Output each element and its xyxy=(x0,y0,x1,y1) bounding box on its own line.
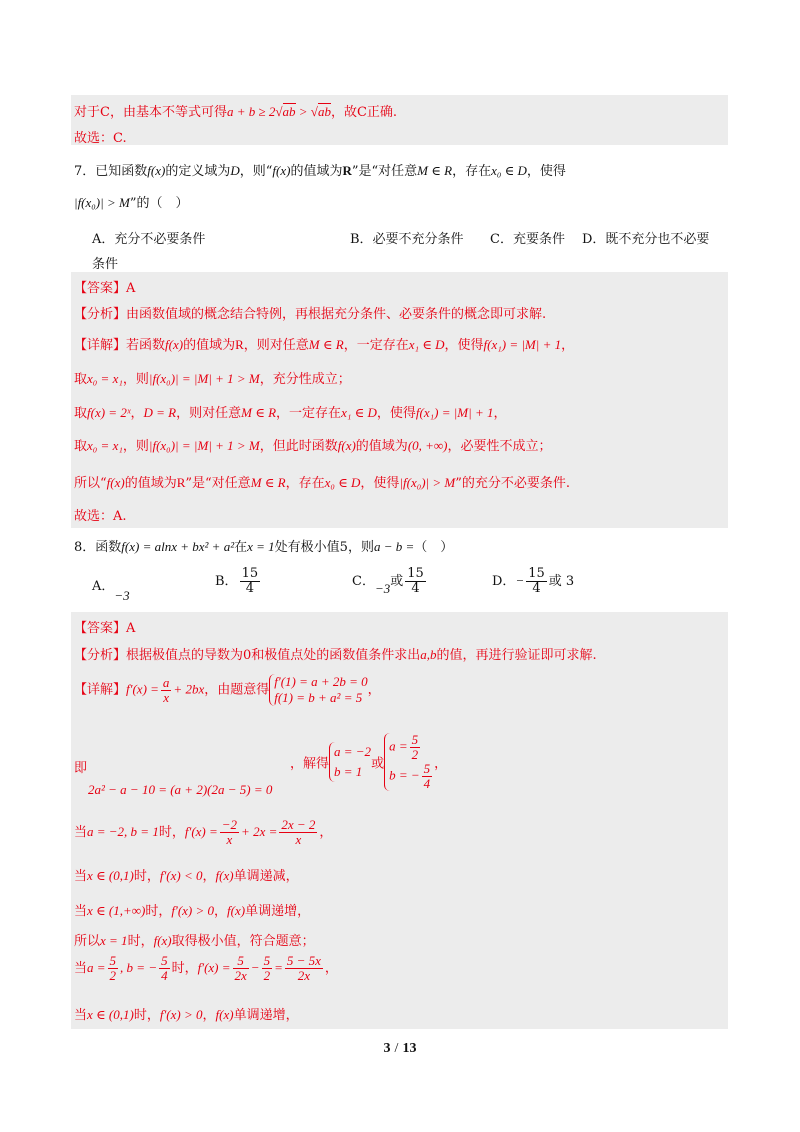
math: > xyxy=(295,104,311,119)
denominator: 2 xyxy=(109,968,117,983)
fraction xyxy=(410,733,421,762)
text: 单调递增， xyxy=(245,904,311,919)
numerator: 5 xyxy=(411,732,419,747)
text: 时， xyxy=(145,904,172,919)
text: 已知函数 xyxy=(95,164,148,179)
math: f′(x) > 0 xyxy=(159,1007,203,1022)
math: ab xyxy=(317,104,331,119)
question-number: 8． xyxy=(74,540,96,555)
q8-stem xyxy=(74,536,453,555)
q8-detail-factor xyxy=(88,782,272,798)
math: f′(x) > 0 xyxy=(171,903,215,918)
math: f(x) = 2ˣ xyxy=(87,405,131,420)
text: ”的充分不必要条件. xyxy=(455,476,571,491)
denominator: 4 xyxy=(423,776,431,791)
text: ， xyxy=(214,904,228,919)
text: 当 xyxy=(74,904,88,919)
text: 处有极小值5，则 xyxy=(274,540,374,555)
math: f(x₁) = |M| + 1 xyxy=(483,337,562,352)
text: 时， xyxy=(171,961,198,976)
text: ，一定存在 xyxy=(343,338,409,353)
denominator: x xyxy=(226,832,233,847)
q8-detail-line2 xyxy=(74,757,87,776)
math: R xyxy=(342,163,352,178)
equation: b = 1 xyxy=(334,764,363,779)
numerator: −2 xyxy=(221,817,238,832)
math: |f(x₀)| > M xyxy=(74,195,130,210)
sqrt-sign-icon: √ xyxy=(310,104,318,119)
denominator: x xyxy=(295,832,302,847)
numerator: 15 xyxy=(407,566,424,581)
denominator: 4 xyxy=(245,581,254,596)
text: ，但此时函数 xyxy=(259,439,338,454)
prev-choice: 故选：C. xyxy=(74,131,127,146)
math: x₁ ∈ D xyxy=(408,337,445,352)
math: − xyxy=(515,573,525,588)
numerator: 5 xyxy=(263,953,271,968)
math: − xyxy=(250,960,260,975)
text: 或 xyxy=(390,574,404,589)
math: f(x) xyxy=(227,903,246,918)
math: x₁ ∈ D xyxy=(341,405,377,420)
answer-tag: 【答案】 xyxy=(74,621,127,636)
detail-tag: 【详解】 xyxy=(74,682,127,698)
option-label: C． xyxy=(352,574,375,589)
text: ，则 xyxy=(122,372,149,387)
text: 当 xyxy=(74,1008,88,1023)
numerator: 5 xyxy=(161,953,168,968)
q8-verify-line6 xyxy=(74,1004,299,1023)
fraction xyxy=(159,954,170,983)
text: 在 xyxy=(234,540,248,555)
sqrt-sign-icon: √ xyxy=(275,104,283,119)
option-label: A． xyxy=(92,579,115,594)
text: （ ） xyxy=(414,540,454,555)
math: + 2bx xyxy=(173,681,205,697)
text: 单调递减， xyxy=(233,869,299,884)
text: 取 xyxy=(74,406,88,421)
text: 由函数值域的概念结合特例，再根据充分条件、必要条件的概念即可求解. xyxy=(126,307,547,322)
numerator: 15 xyxy=(241,566,259,581)
text: ， xyxy=(130,406,144,421)
math: M ∈ R xyxy=(417,163,453,178)
q7-option-a: A．充分不必要条件 xyxy=(92,232,206,247)
fraction xyxy=(422,762,433,791)
math: a − b = xyxy=(373,539,415,554)
text: 当 xyxy=(74,825,88,840)
fraction xyxy=(240,567,261,596)
text: 取得极小值，符合题意； xyxy=(171,934,315,949)
q8-answer xyxy=(74,617,135,636)
text: 的值，再进行验证即可求解. xyxy=(436,648,597,663)
denominator: x xyxy=(163,689,170,705)
text: ，必要性不成立； xyxy=(447,439,552,454)
text: ，故C正确. xyxy=(330,105,398,120)
solution-system-2 xyxy=(384,733,434,791)
q8-verify-line1 xyxy=(74,818,332,847)
math: f(x) xyxy=(165,337,184,352)
text: 时， xyxy=(127,934,154,949)
fraction xyxy=(161,676,172,705)
text: 或 3 xyxy=(548,574,575,589)
page-current: 3 xyxy=(383,1041,391,1056)
q8-option-d xyxy=(492,567,574,596)
text: 的值域为 xyxy=(355,439,408,454)
text: ，则“ xyxy=(239,164,273,179)
equation-system xyxy=(269,674,367,706)
text: ，充分性成立； xyxy=(259,372,351,387)
math: |f(x₀)| = |M| + 1 > M xyxy=(148,438,260,453)
denominator: 4 xyxy=(411,581,420,596)
text: ，使得 xyxy=(526,164,566,179)
text: 的值域为 xyxy=(183,338,236,353)
text: ， xyxy=(319,825,333,840)
text: ， xyxy=(324,961,338,976)
math: x₀ = x₁ xyxy=(87,371,123,386)
q8-option-a xyxy=(92,575,130,603)
text: ”的（ ） xyxy=(129,196,189,211)
text: ，则 xyxy=(122,439,149,454)
math: −3 xyxy=(374,581,391,596)
math: ab xyxy=(282,104,296,119)
math: x ∈ (0,1) xyxy=(87,1007,134,1022)
page-separator: / xyxy=(394,1041,399,1056)
q7-answer xyxy=(74,277,135,296)
fraction xyxy=(405,567,426,596)
math: D xyxy=(230,163,240,178)
answer-value: A xyxy=(126,281,136,296)
text: 或 xyxy=(371,756,385,772)
text: 即 xyxy=(74,761,88,776)
math: D = R xyxy=(143,405,177,420)
denominator: 4 xyxy=(161,968,168,983)
fraction xyxy=(285,954,323,983)
text: ，使得 xyxy=(376,406,416,421)
math: a = −2, b = 1 xyxy=(87,824,159,839)
math: (0, +∞) xyxy=(407,438,448,453)
text: 根据极值点的导数为0和极值点处的函数值条件求出 xyxy=(126,648,421,663)
q8-analysis xyxy=(74,644,597,663)
numerator: 5 − 5x xyxy=(286,953,321,968)
math: , b = − xyxy=(120,960,158,975)
text: 的值域为 xyxy=(290,164,343,179)
math: f′(x) < 0 xyxy=(159,868,203,883)
q7-stem-line2 xyxy=(74,192,188,211)
q7-option-c: C．充要条件 xyxy=(490,232,565,247)
equation: a = −2 xyxy=(334,744,372,759)
math: |f(x₀)| = |M| + 1 > M xyxy=(148,371,260,386)
denominator: 2 xyxy=(411,747,419,762)
math: 2a² − a − 10 = (a + 2)(2a − 5) = 0 xyxy=(88,782,273,797)
text: 对于C，由基本不等式可得 xyxy=(74,105,227,120)
text: ”是“对任意 xyxy=(351,164,418,179)
page-total: 13 xyxy=(402,1041,417,1056)
text: 所以 xyxy=(74,934,101,949)
math: f′(x) = xyxy=(197,960,231,975)
numerator: 5 xyxy=(233,954,249,969)
q7-analysis xyxy=(74,303,546,322)
q7-stem-line1 xyxy=(74,160,566,179)
numerator: 5 xyxy=(109,953,117,968)
math: x ∈ (1,+∞) xyxy=(87,903,146,918)
math: M ∈ R xyxy=(308,337,344,352)
text: ，一定存在 xyxy=(276,406,342,421)
text: ，使得 xyxy=(360,476,400,491)
q8-verify-line3 xyxy=(74,900,310,919)
text: 函数 xyxy=(95,540,122,555)
text: 所以“ xyxy=(74,476,107,491)
q7-option-a-continued: 条件 xyxy=(92,257,119,272)
math: a = xyxy=(389,738,408,754)
text: ，则对任意 xyxy=(176,406,242,421)
solution-system-1 xyxy=(329,742,371,782)
math: + 2x = xyxy=(241,824,278,839)
math: f(x) xyxy=(106,475,125,490)
q7-option-b: B．必要不充分条件 xyxy=(350,232,464,247)
q7-detail-line3 xyxy=(74,402,507,421)
numerator: 2x − 2 xyxy=(281,817,316,832)
text: ，由题意得 xyxy=(204,682,270,698)
math: −3 xyxy=(114,588,130,603)
math: M ∈ R xyxy=(241,405,277,420)
text: 若函数 xyxy=(126,338,166,353)
text: ， xyxy=(202,1008,216,1023)
answer-value: A xyxy=(126,621,136,636)
text: ，存在 xyxy=(452,164,492,179)
math: x ∈ (0,1) xyxy=(87,868,134,883)
fraction xyxy=(233,954,249,983)
equation: f(1) = b + a² = 5 xyxy=(274,690,363,705)
math: f(x) xyxy=(215,868,234,883)
text: ，解得 xyxy=(290,756,330,772)
text: 取 xyxy=(74,439,88,454)
q7-detail-line2 xyxy=(74,368,351,387)
math: |f(x₀)| > M xyxy=(399,475,456,490)
math: x₀ ∈ D xyxy=(491,163,527,178)
text: ，存在 xyxy=(285,476,325,491)
fraction xyxy=(220,818,239,847)
text: ， xyxy=(434,756,448,772)
q8-detail-line1 xyxy=(74,674,381,706)
text: 当 xyxy=(74,869,88,884)
math: f(x) xyxy=(147,163,166,178)
math: f(x) = alnx + bx² + a² xyxy=(121,539,235,554)
analysis-tag: 【分析】 xyxy=(74,648,127,663)
prev-c-line xyxy=(74,101,397,120)
q7-option-d: D．既不充分也不必要 xyxy=(582,232,710,247)
fraction xyxy=(279,818,317,847)
text: 时， xyxy=(133,869,160,884)
math: a = xyxy=(87,960,106,975)
text: ，则对任意 xyxy=(243,338,309,353)
q7-detail-line1 xyxy=(74,334,574,353)
fraction xyxy=(262,954,273,983)
text: ， xyxy=(561,338,575,353)
math: f(x) xyxy=(215,1007,234,1022)
equation xyxy=(389,762,434,791)
equation xyxy=(389,733,434,762)
text: ，使得 xyxy=(444,338,484,353)
math: f(x) xyxy=(337,438,356,453)
fraction xyxy=(526,567,547,596)
math: f′(x) = xyxy=(184,824,218,839)
denominator: 2x xyxy=(234,968,247,983)
q8-detail-solutions xyxy=(290,733,447,791)
answer-tag: 【答案】 xyxy=(74,281,127,296)
math: R xyxy=(176,475,186,490)
text: ， xyxy=(493,406,507,421)
math: f(x) xyxy=(153,933,172,948)
numerator: a xyxy=(162,674,170,690)
text: ”是“对任意 xyxy=(185,476,251,491)
q7-detail-line4 xyxy=(74,435,552,454)
question-number: 7． xyxy=(74,164,96,179)
numerator: 15 xyxy=(528,566,545,581)
math: a + b ≥ 2 xyxy=(226,104,276,119)
q8-option-c xyxy=(352,567,428,596)
detail-tag: 【详解】 xyxy=(74,338,127,353)
page-number xyxy=(0,1041,800,1057)
text: ， xyxy=(367,682,381,698)
math: f′(x) = xyxy=(126,681,159,697)
text: 的定义域为 xyxy=(165,164,231,179)
q8-verify-line5 xyxy=(74,954,338,983)
q8-verify-line4 xyxy=(74,930,315,949)
math: R xyxy=(235,337,244,352)
text: 取 xyxy=(74,372,88,387)
math: f(x) xyxy=(272,163,291,178)
denominator: 4 xyxy=(532,581,541,596)
text: 的值域为 xyxy=(124,476,177,491)
text: 当 xyxy=(74,961,88,976)
q8-option-b xyxy=(215,567,262,596)
denominator: 2 xyxy=(263,968,271,983)
math: x = 1 xyxy=(100,933,128,948)
text: 单调递增， xyxy=(233,1008,299,1023)
math: = xyxy=(274,960,283,975)
q8-verify-line2 xyxy=(74,865,299,884)
text: 时， xyxy=(158,825,185,840)
equation: f′(1) = a + 2b = 0 xyxy=(274,674,368,689)
math: b = − xyxy=(389,767,420,783)
text: ， xyxy=(202,869,216,884)
math: f(x₁) = |M| + 1 xyxy=(415,405,494,420)
math: a,b xyxy=(420,647,437,662)
math: x₀ = x₁ xyxy=(87,438,123,453)
option-label: B． xyxy=(215,574,238,589)
math: x = 1 xyxy=(247,539,275,554)
math: x₀ ∈ D xyxy=(324,475,361,490)
math: M ∈ R xyxy=(250,475,286,490)
q7-detail-line5 xyxy=(74,472,570,491)
denominator: 2x xyxy=(297,968,311,983)
q7-choice: 故选：A. xyxy=(74,509,127,524)
text: 时， xyxy=(133,1008,160,1023)
analysis-tag: 【分析】 xyxy=(74,307,127,322)
option-label: D． xyxy=(492,574,516,589)
fraction xyxy=(108,954,119,983)
numerator: 5 xyxy=(423,761,431,776)
